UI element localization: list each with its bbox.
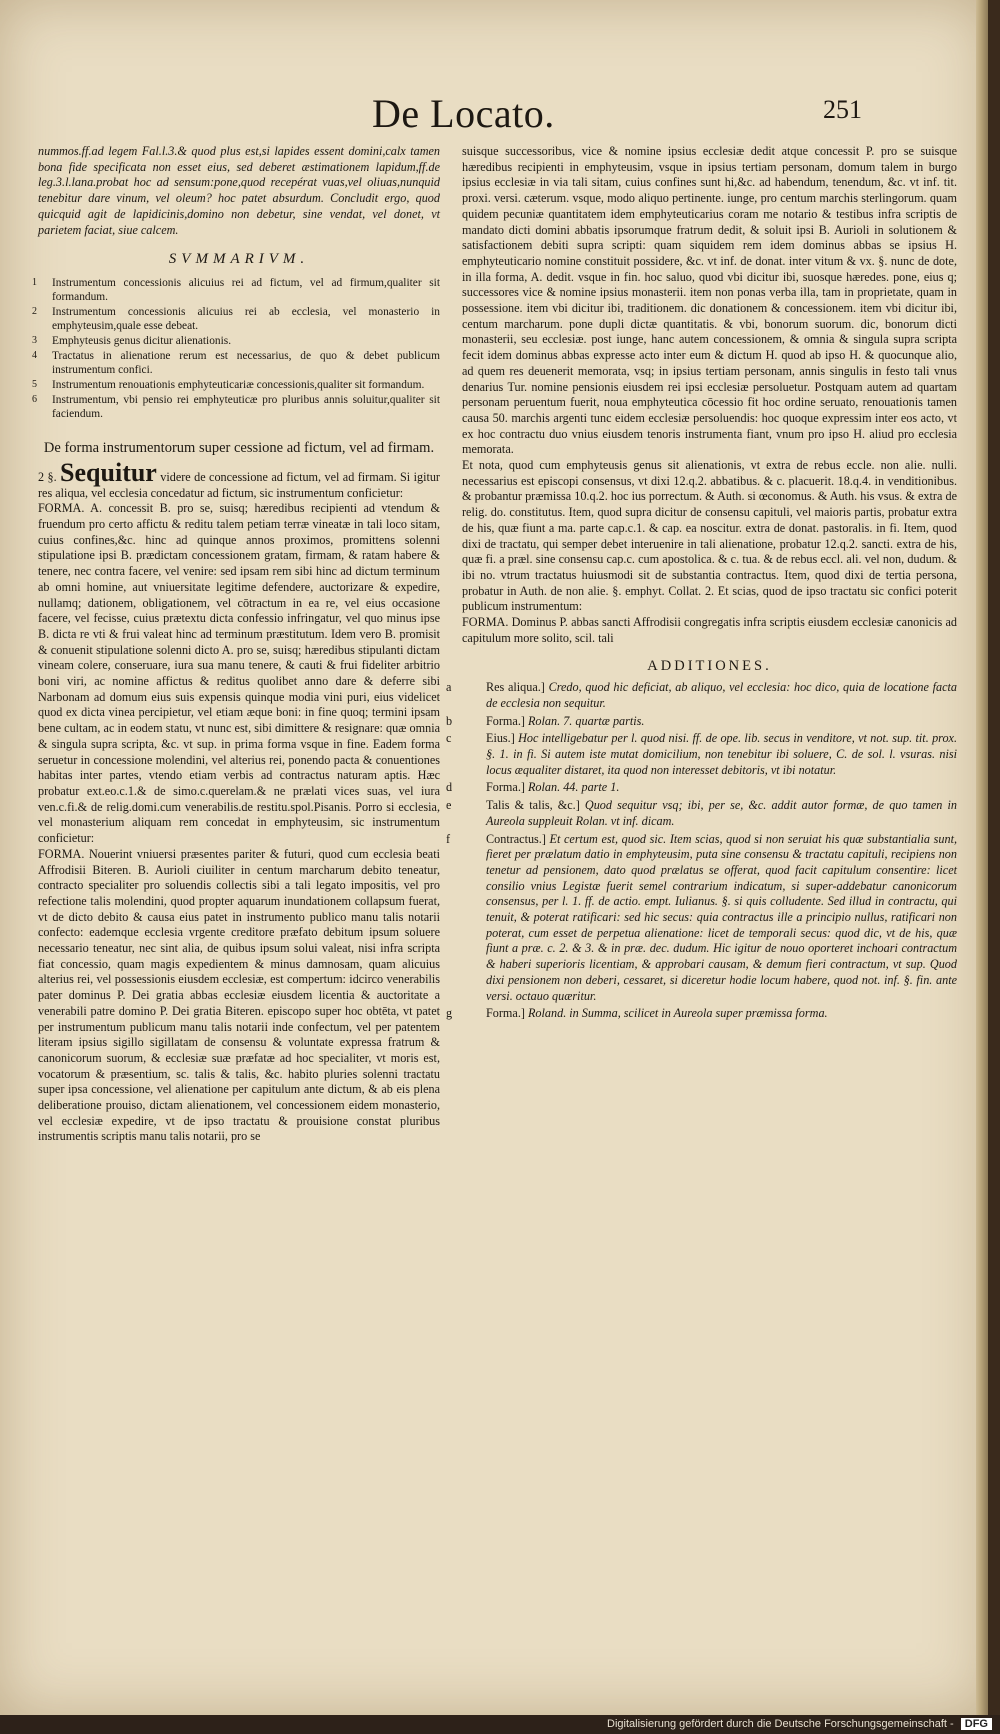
summarium-item-text: Instrumentum concessionis alicuius rei ad fictum, vel ad firmum,qualiter sit formandum. xyxy=(52,276,440,303)
summarium-item xyxy=(32,305,440,333)
additio-item xyxy=(446,831,957,1005)
additio-letter: c xyxy=(446,731,452,746)
additio-gloss: Quod sequitur vsq; ibi, per se, &c. addit autor formæ, de quo tamen in Aureola suppleuit Rolan. vt inf. dicam. xyxy=(486,798,958,828)
additio-item xyxy=(446,1006,957,1022)
additio-item xyxy=(446,731,958,778)
forma-b-paragraph: FORMA. A. concessit B. pro se, suisq; hæredibus recipienti ad vtendum & fruendum pro certo affictu & reditu talem petiam terræ vineatæ in tali loco sitam, cuius confines,&c. hinc ad quinque annos proximos, promittens solenni stipulatione ipsi B. prædictam concessionem gratam, firmam, & ratam habere & tenere, nec contra facere, vel venire: sed ipsam rem sibi hinc ad dictum terminum ab omni homine, aut vniuersitate legitime defendere, auctorizare & expedire, nullamq; dationem, obligationem, vel cōtractum in ea re, vel eius occasione facere, vel fecisse, cuius prætextu dicta confessio infringatur, vel quo minus ipse B. dicta re vti & frui valeat hinc ad terminum præstitutum. Idem vero B. promisit & conuenit stipulatione solenni dicto A. pro se, suisq; hæredibus stipulanti dictam vineam colere, conseruare, iura sua manu tenere, & cauti & frui fideliter arbitrio boni viri, ac nomine affictus & reditus quolibet anno dare & deferre sibi Narbonam ad domum eius suis expensis quinque modia vini puri, eius videlicet quod ex dicta vinea percipietur, vel etiam æque boni: in fine quoq; termini ipsam bene cultam, ac in eodem statu, vt nunc est, sibi dimittere & resignare: quæ omnia & singula supra scripta, &c. vt sup. in prima forma vsque in fine. Eadem forma seruetur in concessione molendini, vel alterius rei, ponendo pacta & conuentiones habitas inter partes, vtendo etiam verbis ad contractus naturam aptis. Hæc probatur ext.eo.c.1.& de simo.c.querelam.& ne prælati vices suas, vel iura ven.c.fi.& de relig.domi.cum venerabilis.de restitu.spol.Pisanis. Porro si ecclesia, vel monasterium aliquam rem concedat in emphyteusim, sic instrumentum conficietur: xyxy=(38,501,440,846)
additio-gloss: Rolan. 44. parte 1. xyxy=(527,780,620,795)
summarium-item-number: 6 xyxy=(32,393,37,405)
summarium-item-number: 5 xyxy=(32,378,37,390)
summarium-item xyxy=(32,393,440,421)
additio-lemma: Forma.] xyxy=(486,713,525,728)
summarium-item xyxy=(32,334,440,348)
additiones-title: ADDITIONES. xyxy=(647,657,772,674)
additio-letter: f xyxy=(446,831,451,846)
summarium-item xyxy=(32,378,440,392)
summarium-item-text: Instrumentum concessionis alicuius rei ab ecclesia, vel monasterio in emphyteusim,quale esse debeat. xyxy=(52,305,440,332)
right-main-text-1: suisque successoribus, vice & nomine ipsius ecclesiæ dedit atque concessit P. pro se suisque hæredibus recipienti in emphyteusim, vsque in ipsius tertiam personam, domum talem in burgo ipsius ecclesiæ in via tali sitam, cuius confines sunt hi,&c. ad habendum, tenendum, &c. vt inf. tit. proxi. versi. cæterum. vsque, modo aliquo pertinente. iunge, pro centum marchis sterlingorum. quam quidem pecuniæ quantitatem idem emphyteuticarius coram me notario & testibus infra scriptis de mandato dicti domini abbatis ipsorumque fratrum dedit, & soluit ipsi B. Aurioli in solutionem & satisfactionem debiti supra scripti: quam siquidem rem idem dominus abbas se ipsius H. emphyteuticario nomine constituit possidere, &c. vt inf. de donat. inter vitum & vx. §. nunc de dote, in illa forma, A. dedit. vsque in fin. hoc saluo, quod vbi dicitur ibi, suosque hæredes. pone, eius q; successores vice & nomine ipsius monasterii. item non ponas verba illa, tam in proprietate, quam in possessione. item vbi dicitur ibi, traditionem. dic donationem & concessionem. item vbi dicitur ibi, centum marcharum. pone dupli dictæ quantitatis. & vbi, bonorum suorum. dic, bonorum dicti monasterii, seu ecclesiæ. post iunge, hanc autem concessionem, & omnia & singula supra scripta fecit idem dominus abbas expresse acto inter eum & dictum H. quod ab ipso H. & quocunque alio, ad quem res deuenerit memorata, vsq; in ipsius tertiam personam, annis singulis in festo tali vnus denarius Tur. nomine pensionis eiusdem rei ipsi ecclesiæ persoluetur. Postquam autem ad quartam personam peruentum fuerit, noua emphyteutica cōcessio fit hoc ordine seruato, renouationis tamen causa 50. marchis argenti tunc eidem ecclesiæ persoluendis: hoc quoque expressim inter eos acto, vt ex hoc contractu duo vnius eiusdem tenoris instrumenta fiant, vnum pro ipso H. aliud pro ecclesia memorata. xyxy=(462,144,957,457)
additio-item xyxy=(446,798,958,829)
additio-lemma: Forma.] xyxy=(486,1006,525,1021)
additio-gloss: Rolan. 7. quartæ partis. xyxy=(527,713,645,728)
section-marker: 2 §. xyxy=(38,469,57,484)
dfg-logo: DFG xyxy=(961,1718,992,1730)
additio-lemma: Forma.] xyxy=(486,780,525,795)
summarium-item-number: 3 xyxy=(32,334,37,346)
additio-item xyxy=(446,713,957,730)
additiones-list xyxy=(446,680,958,1022)
additio-letter: e xyxy=(446,798,452,813)
summarium-item-text: Instrumentum, vbi pensio rei emphyteuticæ pro pluribus annis soluitur,qualiter sit faciendum. xyxy=(52,393,440,420)
additio-gloss: Roland. in Summa, scilicet in Aureola super præmissa forma. xyxy=(527,1006,828,1021)
summarium-item-number: 2 xyxy=(32,305,37,317)
digitization-footer xyxy=(0,1715,1000,1734)
summarium-item-text: Emphyteusis genus dicitur alienationis. xyxy=(52,334,232,347)
left-column xyxy=(32,144,440,1145)
additio-item xyxy=(446,680,957,711)
opening-text: nummos.ff.ad legem Fal.l.3.& quod plus est,si lapides essent domini,calx tamen bona fide specificata non esset eius, sed deberet æstimationem lapidum,ff.de leg.3.l.lana.probat hoc ad sensum:pone,quod recepérat vuas,vel oliuas,nunquid tenebitur dare vinum, vel oleum? hoc patet absurdum. Concludit ergo, quod quicquid agit de lapidicinis,domino non debetur, sine vendat, vel donet, vt parietem faciat, siue calcem. xyxy=(38,144,440,237)
summarium-item xyxy=(32,276,440,304)
additio-lemma: Contractus.] xyxy=(486,831,546,846)
summarium-title: SVMMARIVM. xyxy=(168,251,310,268)
section-heading: De forma instrumentorum super cessione ad fictum, vel ad firmam. xyxy=(43,439,435,456)
additio-gloss: Et certum est, quod sic. Item scias, quod si non seruiat his quæ substantialia sunt, fieret per prælatum datio in emphyteusim, puta sine consensu & tractatu capituli, recipiens non tenetur ad pensionem, dato quod prælatus se offerat, quod facit capitulum consentire: licet consilio vnius Legistæ fuerit semel contrarium indicatum, si super-addebatur canonicorum consensus, per l. 1. ff. de actio. empt. Iulianus. §. si quis colludente. Sed illud in contractu, qui tenuit, & poterat ratificari: sed hic secus: quia contractus ille a principio nullus, ratificari non poterat, cum esset de perpetua alienatione: licet de temporali secus: quod dic, vt de his, quæ fiunt a præ. c. 2. & 3. & in præ. dec. dudum. Hic igitur de nouo oporteret inchoari contractum & haberi superioris licentiam, & approbari causam, & demum fieri contractum, vt sup. Quod dixi pensionem non deberi, cessaret, si diceretur hodie locum habere, quod not. inf. §. fin. ante versi. octauo quæritur. xyxy=(486,831,957,1003)
additio-lemma: Talis & talis, &c.] xyxy=(486,798,580,813)
right-main-text-2: Et nota, quod cum emphyteusis genus sit alienationis, vt extra de rebus eccle. non alie. nulli. necessarius est episcopi consensus, vt dixi 12.q.2. abbatibus. & c. placuerit. 18.q.4. in venditionibus. & probantur præmissa 10.q.2. hoc ius porrectum. & Auth. si œconomus. & Auth. his vsus. & extra de relig. do. constitutus. Item, quod supra dicitur de consensu capituli, vel maioris partis, probatur extra de his, quæ fiunt a ma. parte cap.c.1. & cap. ea noscitur. extra de donat. pastoralis. in fi. Item, quod dixi de tractatu, qui semper debet interuenire in tali alienatione, probatur 12.q.2. sancti. extra de his, quæ fi. a præl. sine consensu cap.c. cum apostolica. & c. tua. & de rebus eccl. ali. vel non, dudum. & ibi no. vtrum tractatus huiusmodi sit de substantia contractus. Item, quod dixi de tertia persona, probatur in Auth. de non alie. §. emphyt. Collat. 2. Et scias, quod de ipso tractatu sic confici poterit publicum instrumentum: xyxy=(462,458,957,614)
additio-lemma: Eius.] xyxy=(486,731,515,746)
summarium-item-number: 1 xyxy=(32,276,37,288)
additio-item xyxy=(446,780,957,796)
summarium-item-text: Tractatus in alienatione rerum est necessarius, de quo & debet publicum instrumentum confici. xyxy=(52,349,440,376)
summarium-item-number: 4 xyxy=(32,349,37,361)
section-body xyxy=(38,457,440,1145)
additio-lemma: Res aliqua.] xyxy=(486,680,545,695)
section-intro-paragraph xyxy=(38,457,440,501)
additio-gloss: Credo, quod hic deficiat, ab aliquo, vel ecclesia: hoc dico, quia de locatione facta de ecclesia non sequitur. xyxy=(486,680,957,710)
running-title: De Locato. xyxy=(372,91,555,136)
summarium-list xyxy=(32,276,440,421)
summarium-item-text: Instrumentum renouationis emphyteuticariæ concessionis,qualiter sit formandum. xyxy=(52,378,425,391)
footer-text: Digitalisierung gefördert durch die Deutsche Forschungsgemeinschaft - xyxy=(607,1718,954,1730)
forma-d-paragraph: FORMA. Nouerint vniuersi præsentes pariter & futuri, quod cum ecclesia beati Affrodisii Biteren. B. Aurioli ciuiliter in centum marcharum debito teneatur, contracto specialiter pro soluendis collectis sibi a tali legato impositis, vel pro refectione talis molendini, quod propter aquarum inundationem collapsum fuerat, vt de dicto debito & causa eius patet in instrumento publico manu talis notarii confecto: eademque ecclesia vrgente creditore præfato debitum ipsum soluere necessario teneatur, nec sint alia, de quibus ipsum solui valeat, nisi infra scripta fiat concessio, quam magis expedientem & minus damnosam, quam alicuius alterius rei, vel possessionis eiusdem ecclesiæ, est compertum: idcirco venerabilis pater dominus P. Dei gratia abbas ecclesiæ eiusdem licentia & auctoritate a venerabili patre domino P. Dei gratia Biteren. episcopo super hoc obtēta, vt patet per instrumentum publicum manu talis notarii inde confectum, vel per patentem literam ipsius sigillo sigillatam de consensu & voluntate expressa fratrum & canonicorum suorum, & ecclesiæ suæ præfatæ ad hoc specialiter, vt moris est, vocatorum & præsentium, sc. talis & talis, &c. habito pluries solenni tractatu super ipsa concessione, vel alienatione per capitulum ante dictum, & ab eis plena deliberatione prouiso, dictam alienationem, vel concessionem eidem monasterio, vel ecclesiæ expedire, vt de ipso tractatu & prouisione constat pluribus instrumentis scriptis manu talis notarii, pro se xyxy=(38,846,440,1144)
additio-letter: d xyxy=(446,780,453,795)
additio-gloss: Hoc intelligebatur per l. quod nisi. ff. de ope. lib. secus in venditore, vt not. sup. tit. prox. §. 1. in fi. Si autem iste mutat domicilium, non tenebitur ibi soluere, C. de sol. l. vsuras. nisi locus æqualiter distaret, ita quod non interesset debitoris, vt ibi notatur. xyxy=(486,731,958,777)
right-column xyxy=(446,144,958,1024)
additio-letter: a xyxy=(446,680,452,695)
sequitur-initial-word: Sequitur xyxy=(60,457,157,487)
additio-letter: g xyxy=(446,1006,453,1021)
page-number: 251 xyxy=(823,95,862,124)
page-edge xyxy=(976,0,988,1715)
forma-g-paragraph: FORMA. Dominus P. abbas sancti Affrodisii congregatis infra scriptis eiusdem ecclesiæ canonicis ad capitulum more solito, scil. tali xyxy=(462,615,957,645)
additio-letter: b xyxy=(446,713,453,728)
section-intro: videre de concessione ad fictum, vel ad firmam. Si igitur res aliqua, vel ecclesia concedatur ad fictum, sic instrumentum conficietur: xyxy=(38,469,440,500)
summarium-item xyxy=(32,349,440,377)
